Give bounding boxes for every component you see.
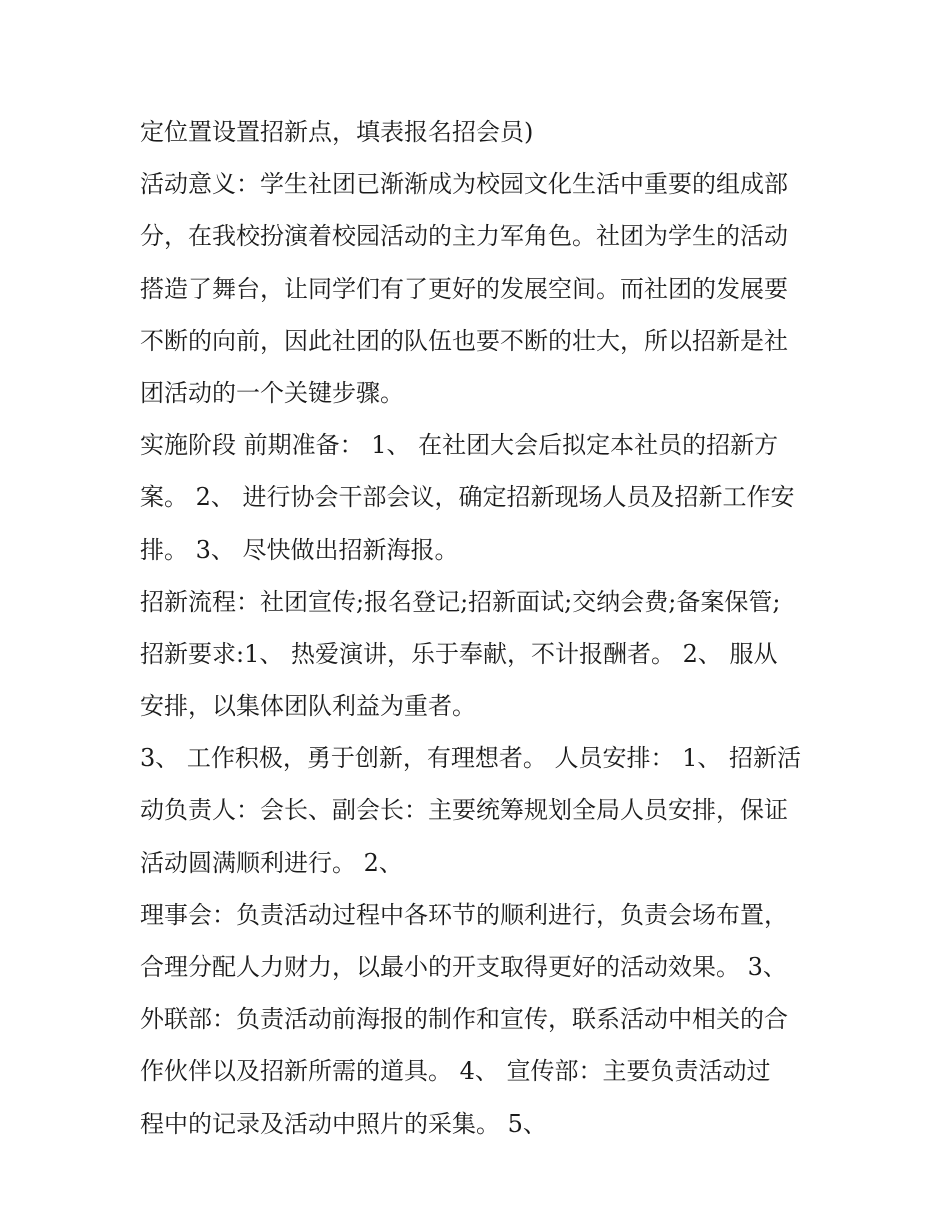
text-line: 排。 3、 尽快做出招新海报。 [140,535,459,564]
text-line: 安排，以集体团队利益为重者。 [140,692,476,721]
text-line: 活动圆满顺利进行。 2、 [140,848,403,877]
text-line: 定位置设置招新点，填表报名招会员) [140,118,534,146]
text-line: 搭造了舞台，让同学们有了更好的发展空间。而社团的发展要 [140,274,788,303]
text-line: 理事会：负责活动过程中各环节的顺利进行，负责会场布置， [140,900,788,929]
text-line: 招新流程：社团宣传;报名登记;招新面试;交纳会费;备案保管; [140,587,781,616]
text-line: 招新要求:1、 热爱演讲，乐于奉献，不计报酬者。 2、 服从 [140,639,778,668]
text-line: 合理分配人力财力，以最小的开支取得更好的活动效果。 3、 [140,953,787,981]
text-line: 分，在我校扮演着校园活动的主力军角色。社团为学生的活动 [140,222,788,251]
document-body [140,106,820,1150]
text-line: 动负责人：会长、副会长：主要统筹规划全局人员安排，保证 [140,796,788,825]
text-line: 作伙伴以及招新所需的道具。 4、 宣传部：主要负责活动过 [140,1057,771,1086]
text-line: 外联部：负责活动前海报的制作和宣传，联系活动中相关的合 [140,1005,788,1034]
text-line: 案。 2、 进行协会干部会议，确定招新现场人员及招新工作安 [140,483,795,512]
text-line: 不断的向前，因此社团的队伍也要不断的壮大，所以招新是社 [140,326,788,355]
text-line: 实施阶段 前期准备： 1、 在社团大会后拟定本社员的招新方 [140,431,779,460]
text-line: 3、 工作积极，勇于创新，有理想者。 人员安排： 1、 招新活 [140,744,802,773]
text-line: 活动意义：学生社团已渐渐成为校园文化生活中重要的组成部 [140,170,788,199]
text-line: 程中的记录及活动中照片的采集。 5、 [140,1109,547,1138]
text-line: 团活动的一个关键步骤。 [140,378,404,407]
